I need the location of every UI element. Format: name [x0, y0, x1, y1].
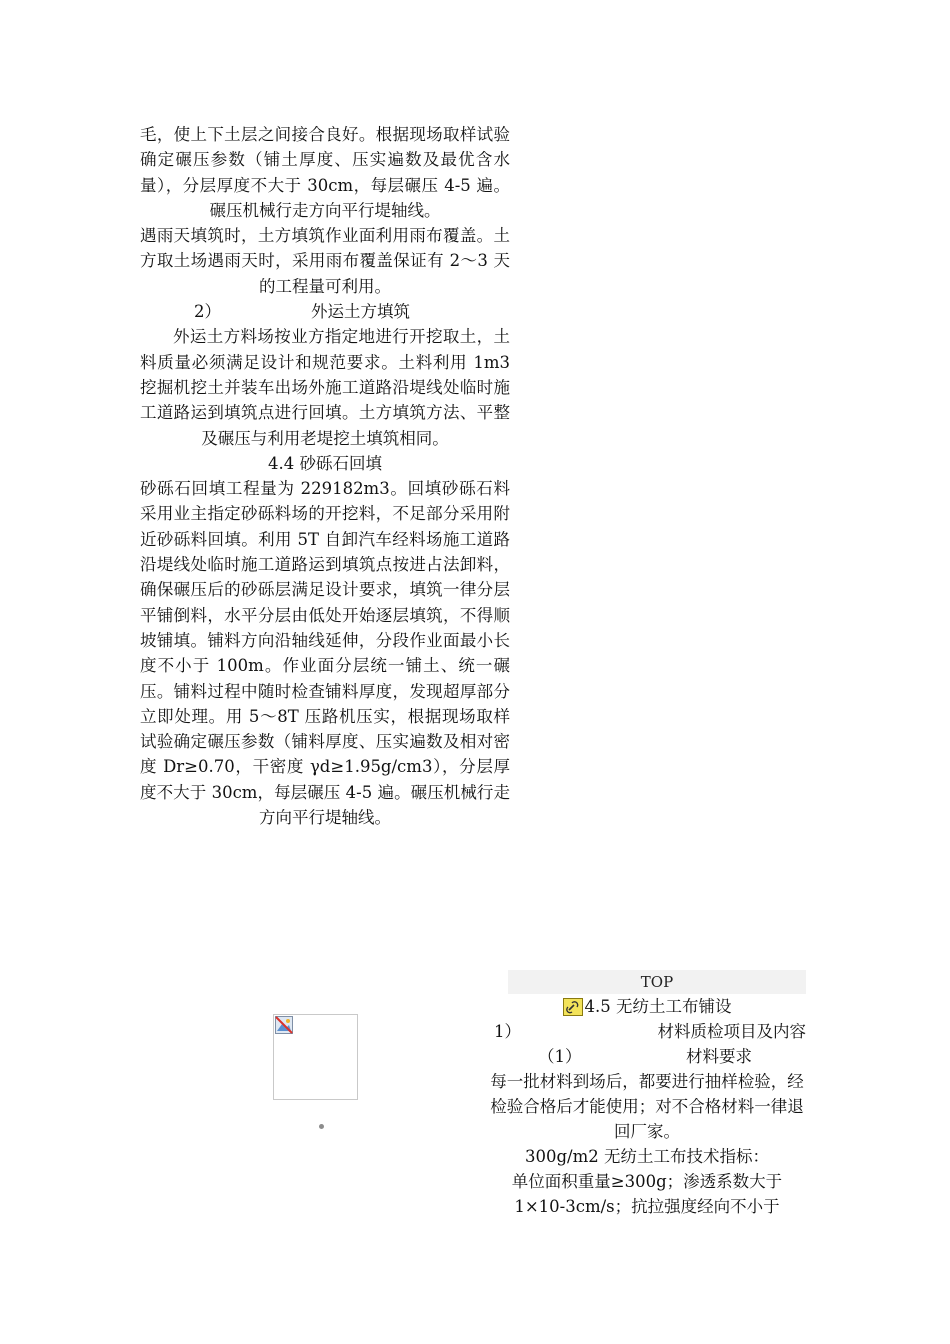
item-material-requirements [486, 1044, 808, 1069]
paragraph-gravel: 砂砾石回填工程量为 229182m3。回填砂砾石料采用业主指定砂砾料场的开挖料，不足部分采用附近砂砾料回填。利用 5T 自卸汽车经料场施工道路沿堤线处临时施工道路运到填筑点按进占法卸料，确保碾压后的砂砾层满足设计要求，填筑一律分层平铺倒料，水平分层由低处开始逐层填筑，不得顺坡铺填。铺料方向沿轴线延伸，分段作业面最小长度不小于 100m。作业面分层统一铺土、统一碾压。铺料过程中随时检查铺料厚度，发现超厚部分立即处理。用 5～8T 压路机压实，根据现场取样试验确定碾压参数（铺料厚度、压实遍数及相对密度 Dr≥0.70，干密度 γd≥1.95g/cm3），分层厚度不大于 30cm，每层碾压 4-5 遍。碾压机械行走方向平行堤轴线。 [140, 479, 510, 828]
item-number: （1） [538, 1047, 582, 1066]
subheading-text: 外运土方填筑 [311, 302, 410, 322]
section-heading-gravel: 4.4 砂砾石回填 [268, 453, 382, 473]
paragraph-spec-title: 300g/m2 无纺土工布技术指标： [524, 1147, 769, 1166]
paragraph-compaction: 毛，使上下土层之间接合良好。根据现场取样试验确定碾压参数（铺土厚度、压实遍数及最优含水量），分层厚度不大于 30cm，每层碾压 4-5 遍。碾压机械行走方向平行堤轴线。 [140, 125, 510, 220]
image-placeholder [273, 1014, 358, 1100]
subheading-external-earth [140, 299, 510, 324]
paragraph-sampling: 每一批材料到场后，都要进行抽样检验，经检验合格后才能使用；对不合格材料一律退回厂家。 [490, 1072, 804, 1141]
broken-image-icon [275, 1016, 293, 1034]
anchor-link-icon[interactable] [563, 998, 583, 1016]
section-title-geotextile [486, 994, 808, 1019]
item-text: 材料要求 [686, 1047, 752, 1066]
bullet-dot [319, 1124, 324, 1129]
top-link[interactable]: TOP [508, 970, 806, 994]
paragraph-rain: 遇雨天填筑时，土方填筑作业面利用雨布覆盖。土方取土场遇雨天时，采用雨布覆盖保证有 2～3 天的工程量可利用。 [140, 226, 510, 296]
section-title-text: 4.5 无纺土工布铺设 [584, 997, 732, 1016]
item-number: 1） [494, 1022, 521, 1041]
paragraph-spec-values: 单位面积重量≥300g；渗透系数大于 1×10-3cm/s；抗拉强度经向不小于 [511, 1172, 783, 1216]
right-text-column [486, 970, 808, 1219]
item-quality-inspection [486, 1019, 808, 1044]
paragraph-external-earth: 外运土方料场按业方指定地进行开挖取土，土料质量必须满足设计和规范要求。土料利用 1m3 挖掘机挖土并装车出场外施工道路沿堤线处临时施工道路运到填筑点进行回填。土方填筑方法、平整及碾压与利用老堤挖土填筑相同。 [140, 327, 510, 448]
item-text: 材料质检项目及内容 [657, 1022, 806, 1041]
subheading-number: 2） [194, 302, 221, 322]
left-text-column [140, 122, 510, 830]
